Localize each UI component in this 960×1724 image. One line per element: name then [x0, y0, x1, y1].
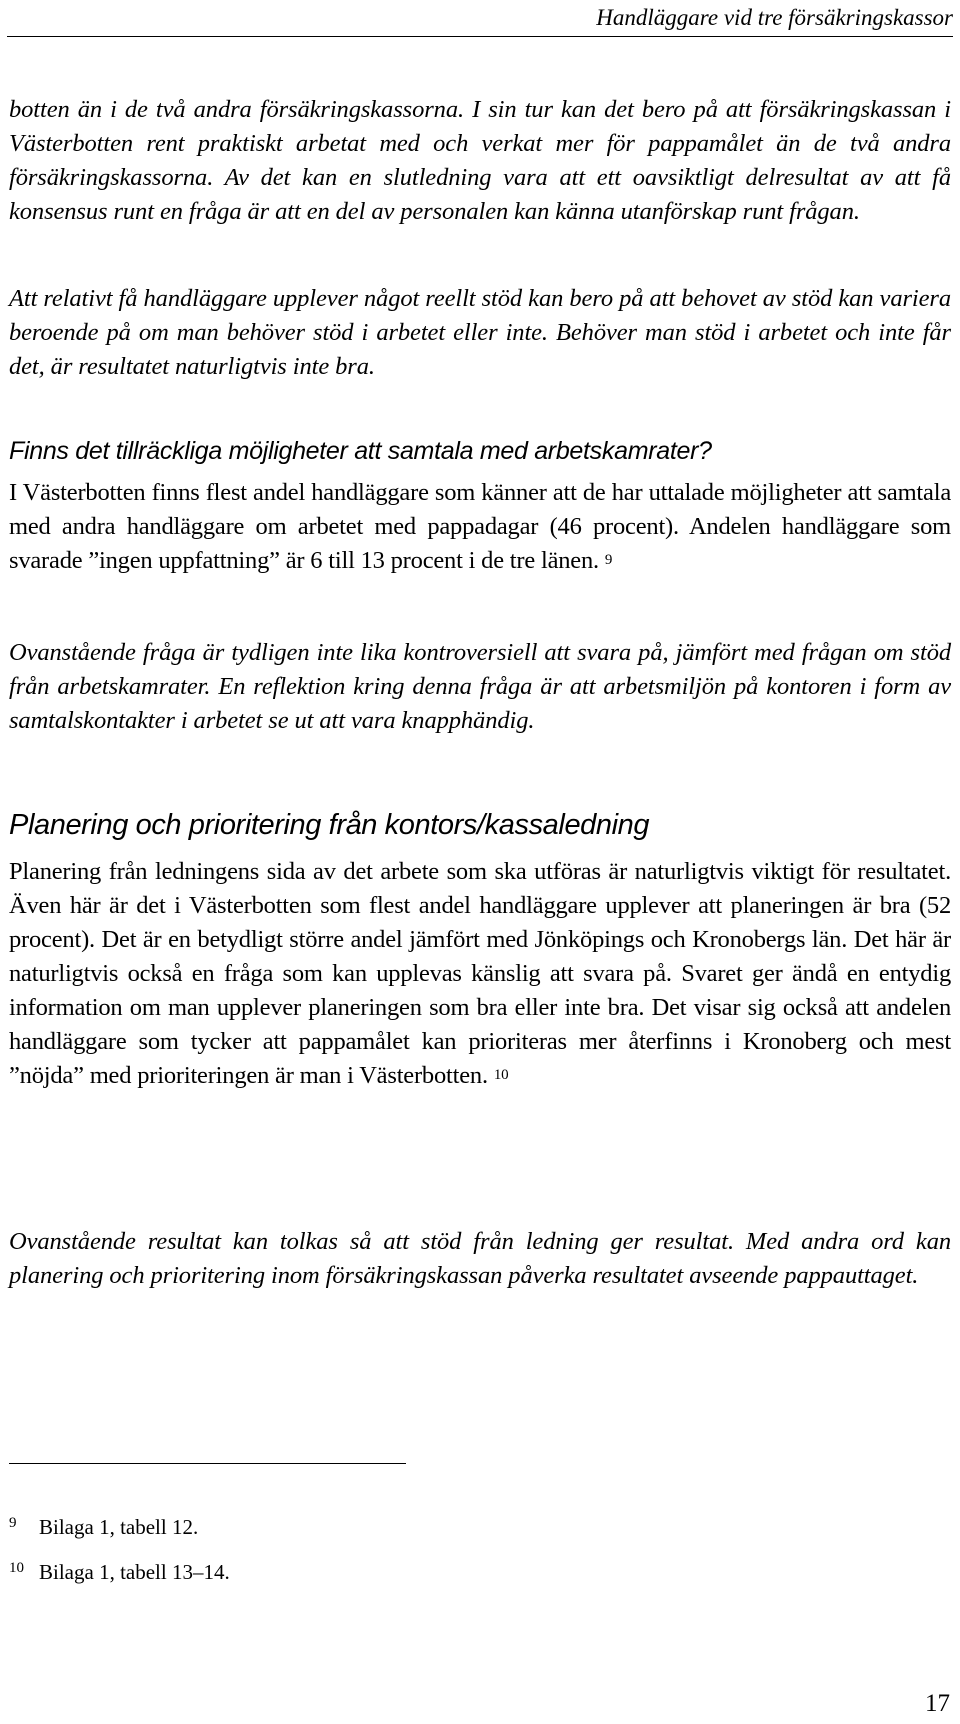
footnote-number: 10: [9, 1560, 24, 1576]
paragraph-6: Ovanstående resultat kan tolkas så att stöd från ledning ger resultat. Med andra ord kan planering och prioritering inom försäkringskassan påverka resultatet avseende pappauttaget.: [9, 1228, 951, 1289]
footnote-text: Bilaga 1, tabell 12.: [39, 1515, 199, 1539]
section-heading-planning: Planering och prioritering från kontors/kassaledning: [9, 809, 650, 841]
footnote-rule: [9, 1463, 406, 1464]
footnote-ref-9[interactable]: 9: [604, 552, 613, 568]
footnote-number: 9: [9, 1515, 17, 1531]
footnote-ref-10[interactable]: 10: [493, 1067, 509, 1083]
paragraph-2: Att relativt få handläggare upplever något reellt stöd kan bero på att behovet av stöd kan variera beroende på om man behöver stöd i arbetet eller inte. Behöver man stöd i arbetet och inte får det, är resultatet naturligtvis inte bra.: [9, 285, 951, 380]
page-number: 17: [925, 1690, 950, 1717]
paragraph-4: Ovanstående fråga är tydligen inte lika kontroversiell att svara på, jämfört med frågan om stöd från arbetskamrater. En reflektion kring denna fråga är att arbetsmiljön på kontoren i form av samtalskontakter i arbetet se ut att vara knapphändig.: [9, 639, 951, 734]
header-rule: [7, 36, 953, 37]
footnote-text: Bilaga 1, tabell 13–14.: [39, 1560, 230, 1584]
paragraph-5: [9, 855, 951, 1093]
paragraph-3-text: I Västerbotten finns flest andel handläggare som känner att de har uttalade möjligheter att samtala med andra handläggare om arbetet med pappadagar (46 procent). Andelen handläggare som svarade ”ingen uppfattning” är 6 till 13 procent i de tre länen.: [9, 479, 951, 574]
paragraph-1: botten än i de två andra försäkringskassorna. I sin tur kan det bero på att försäkringskassan i Västerbotten rent praktiskt arbetat med och verkat mer för pappamålet än de två andra försäkringskassorna. Av det kan en slutledning vara att ett oavsiktligt delresultat av att få konsensus runt en fråga är att en del av personalen kan känna utanförskap runt frågan.: [9, 96, 951, 225]
paragraph-5-text: Planering från ledningens sida av det arbete som ska utföras är naturligtvis viktigt för resultatet. Även här är det i Västerbotten som flest andel handläggare upplever att planeringen är bra (52 procent). Det är en betydligt större andel jämfört med Jönköpings och Kronobergs län. Det här är naturligtvis också en fråga som kan upplevas känslig att svara på. Svaret ger ändå en entydig information om man upplever planeringen som bra eller inte bra. Det visar sig också att andelen handläggare som tycker att pappamålet kan prioriteras mer återfinns i Kronoberg och mest ”nöjda” med prioriteringen är man i Västerbotten.: [9, 858, 951, 1089]
running-header: Handläggare vid tre försäkringskassor: [596, 5, 953, 30]
footnote-9: [9, 1510, 198, 1540]
subheading-colleagues: Finns det tillräckliga möjligheter att samtala med arbetskamrater?: [9, 437, 712, 465]
paragraph-3: [9, 476, 951, 578]
footnote-10: [9, 1555, 230, 1585]
